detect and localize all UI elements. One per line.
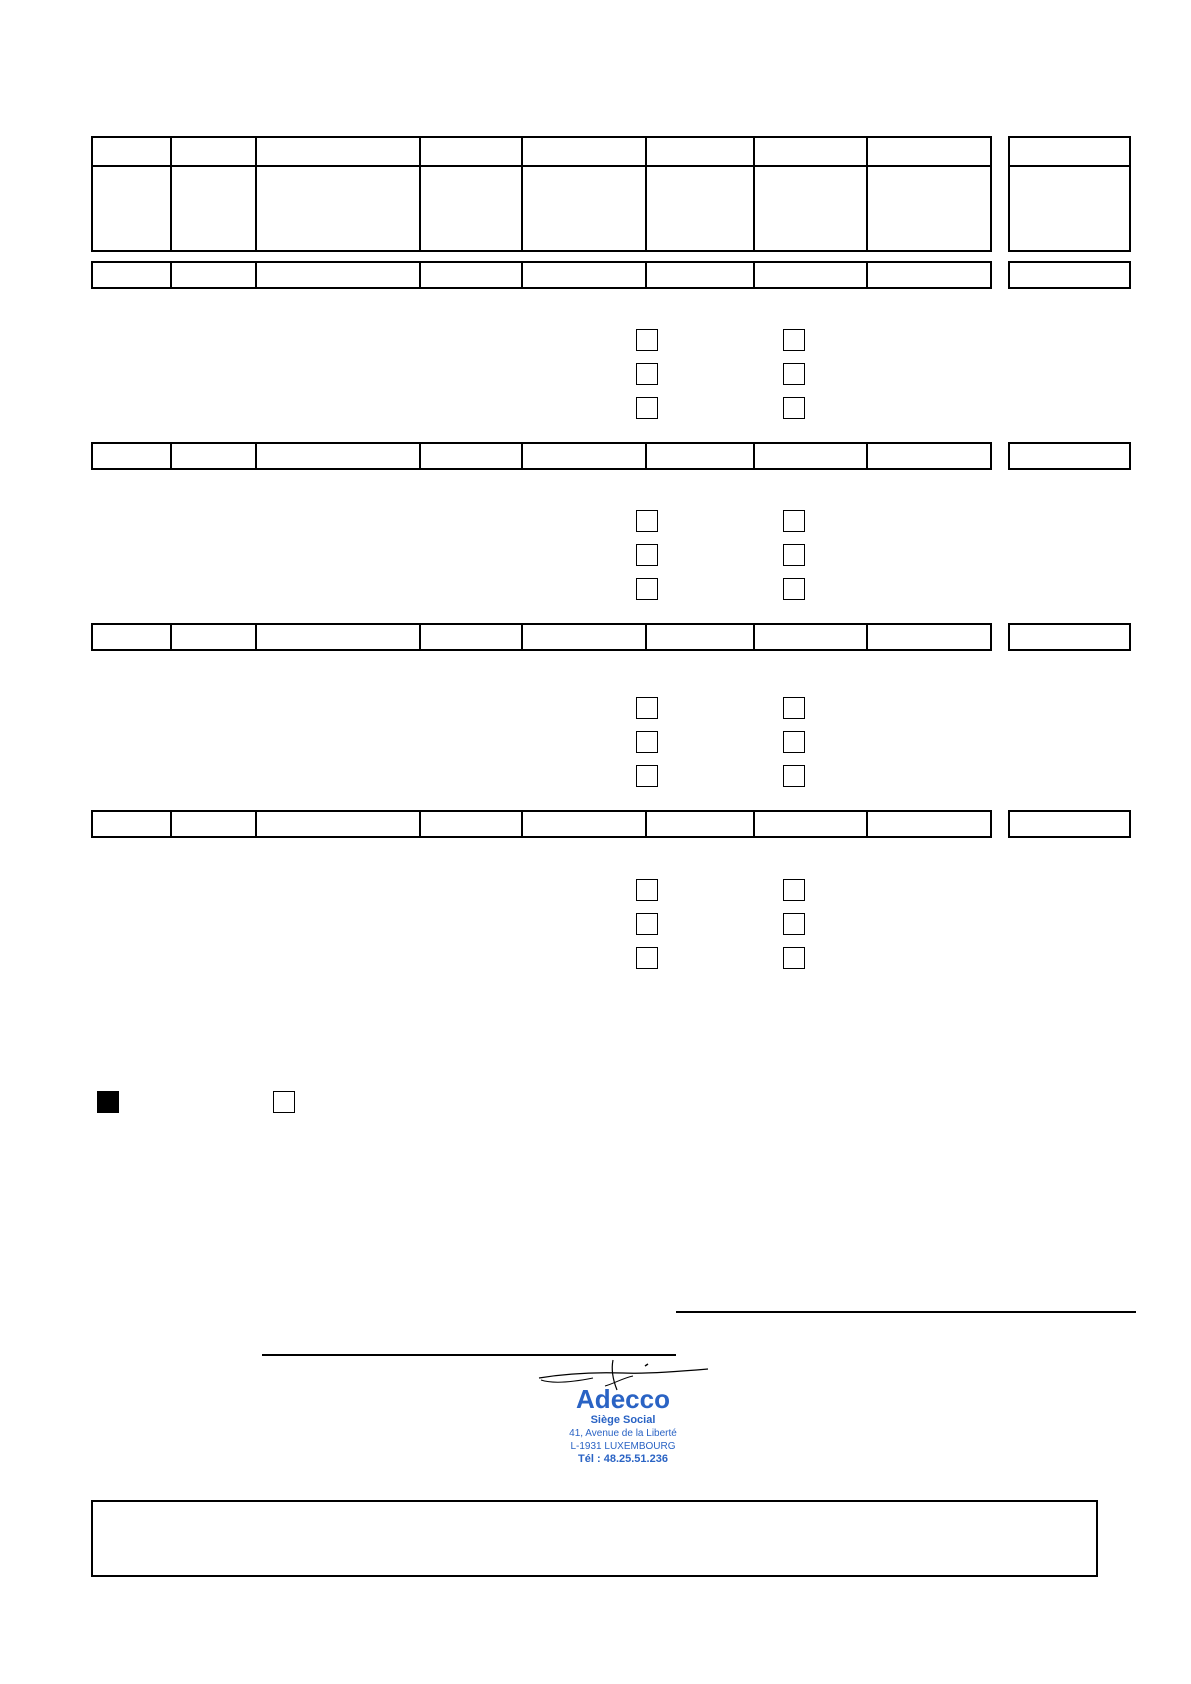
checkbox[interactable] xyxy=(783,697,805,719)
entry-row[interactable] xyxy=(91,623,992,651)
stamp-address-line1: 41, Avenue de la Liberté xyxy=(569,1428,677,1439)
entry-row-side[interactable] xyxy=(1008,810,1131,838)
checkbox[interactable] xyxy=(636,765,658,787)
checkbox[interactable] xyxy=(636,329,658,351)
entry-row-side[interactable] xyxy=(1008,442,1131,470)
footer-box xyxy=(91,1500,1098,1577)
header-divider xyxy=(93,165,990,167)
stamp-brand: Adecco xyxy=(576,1384,670,1414)
checkbox[interactable] xyxy=(783,329,805,351)
stamp-phone: Tél : 48.25.51.236 xyxy=(578,1453,668,1465)
checkbox[interactable] xyxy=(636,544,658,566)
checkbox[interactable] xyxy=(783,510,805,532)
company-stamp xyxy=(533,1356,713,1466)
checkbox[interactable] xyxy=(636,947,658,969)
checkbox[interactable] xyxy=(783,765,805,787)
checkbox[interactable] xyxy=(636,879,658,901)
checkbox[interactable] xyxy=(783,913,805,935)
checkbox[interactable] xyxy=(783,947,805,969)
entry-row-side[interactable] xyxy=(1008,261,1131,289)
checkbox-option-a[interactable] xyxy=(97,1091,119,1113)
signature-scribble xyxy=(533,1356,713,1396)
checkbox[interactable] xyxy=(783,578,805,600)
checkbox[interactable] xyxy=(783,544,805,566)
signature-line[interactable] xyxy=(676,1311,1136,1313)
checkbox[interactable] xyxy=(636,363,658,385)
header-side-table xyxy=(1008,136,1131,252)
checkbox[interactable] xyxy=(636,397,658,419)
entry-row[interactable] xyxy=(91,261,992,289)
entry-row[interactable] xyxy=(91,442,992,470)
checkbox[interactable] xyxy=(783,397,805,419)
checkbox[interactable] xyxy=(636,731,658,753)
checkbox[interactable] xyxy=(636,578,658,600)
checkbox[interactable] xyxy=(636,697,658,719)
header-table xyxy=(91,136,992,252)
entry-row-side[interactable] xyxy=(1008,623,1131,651)
checkbox-option-b[interactable] xyxy=(273,1091,295,1113)
stamp-office: Siège Social xyxy=(590,1414,656,1426)
checkbox[interactable] xyxy=(636,510,658,532)
checkbox[interactable] xyxy=(783,363,805,385)
entry-row[interactable] xyxy=(91,810,992,838)
checkbox[interactable] xyxy=(783,879,805,901)
checkbox[interactable] xyxy=(636,913,658,935)
checkbox[interactable] xyxy=(783,731,805,753)
stamp-address-line2: L-1931 LUXEMBOURG xyxy=(570,1441,676,1452)
